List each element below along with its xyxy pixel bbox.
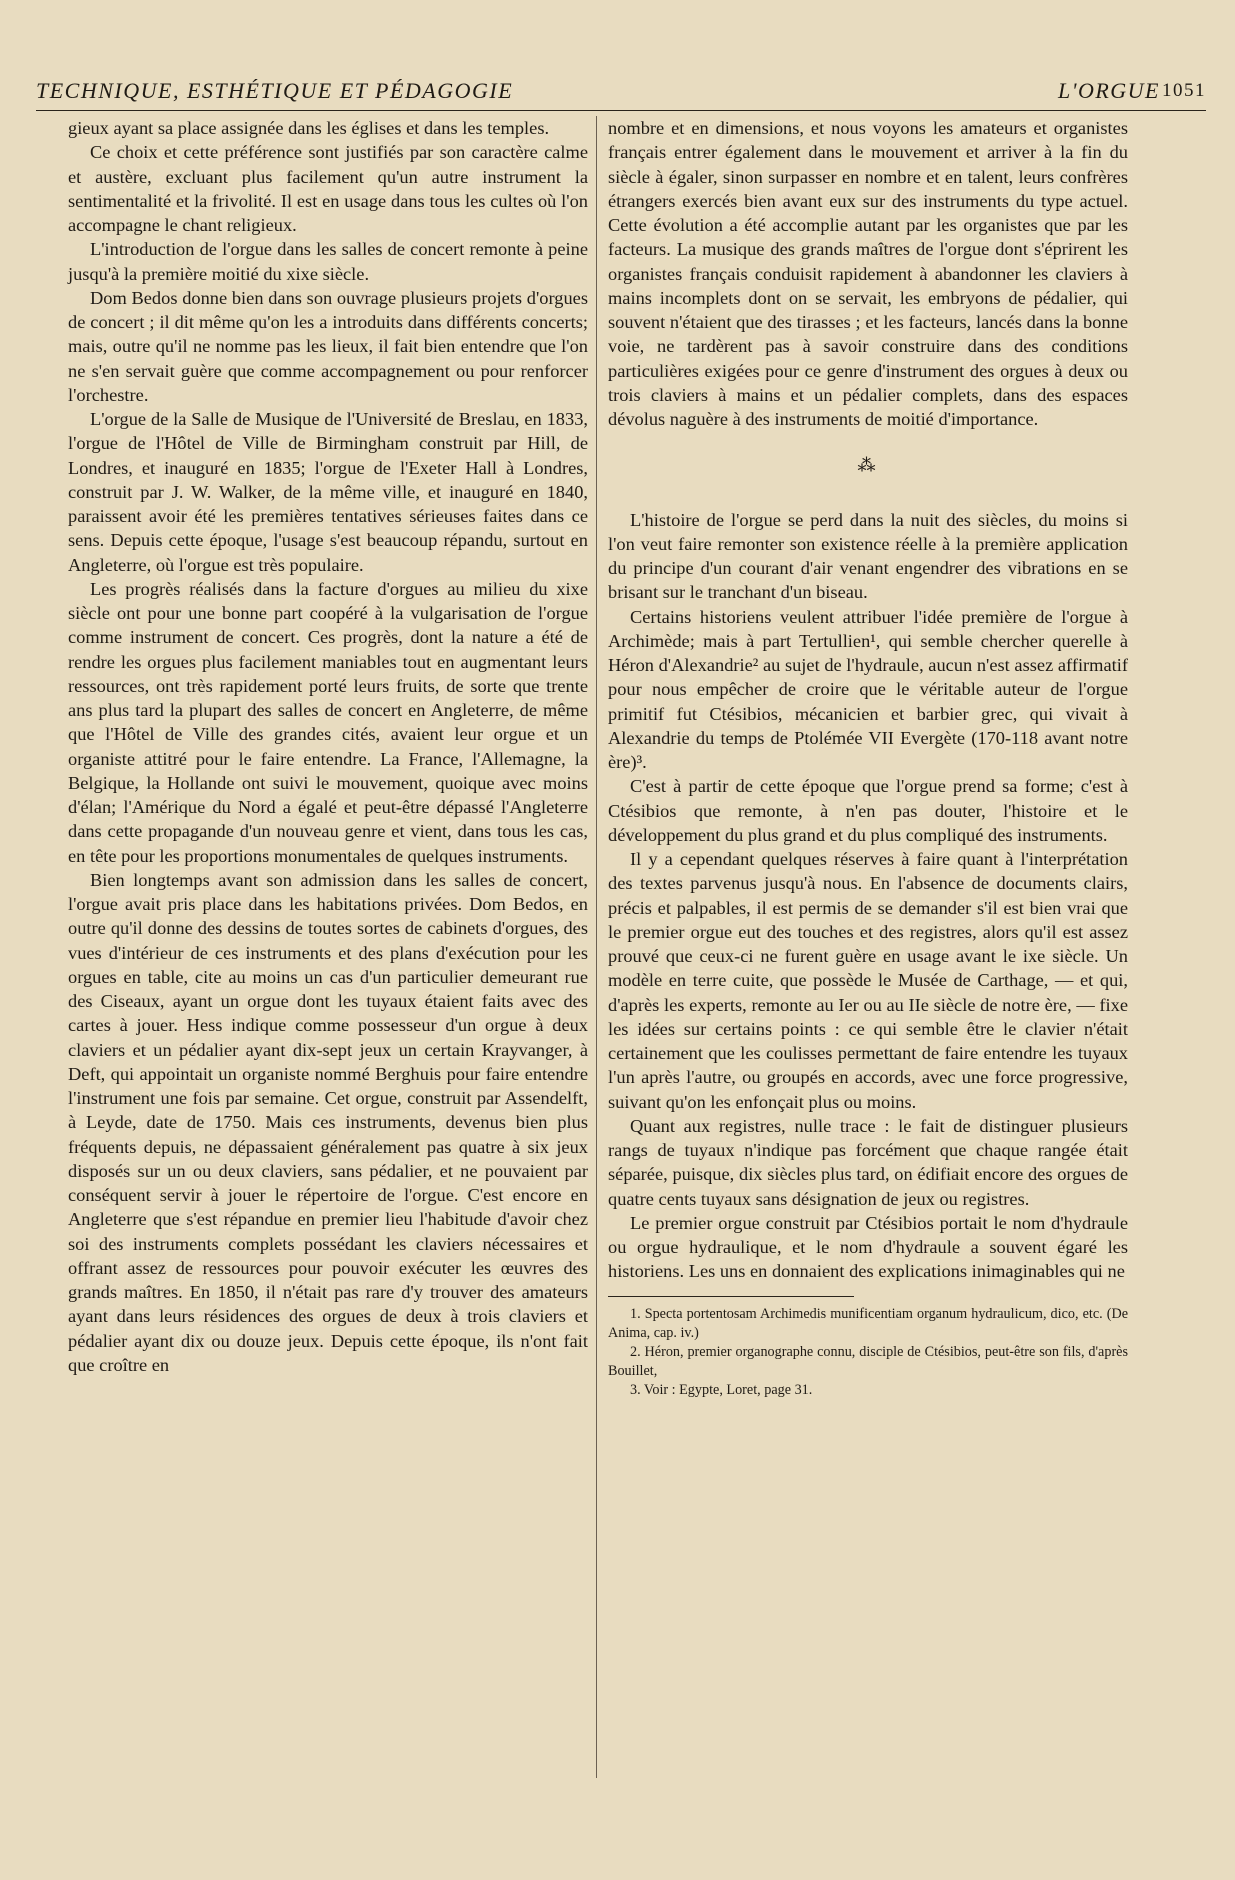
page-number: 1051 xyxy=(1162,80,1206,101)
paragraph: Bien longtemps avant son admission dans les salles de concert, l'orgue avait pris place dans les habitations privées. Dom Bedos, en outre qu'il donne des dessins de toutes sortes de cabinets d'orgues, des vues d'intérieur de ces instruments et des plans d'exécution pour les orgues en table, cite au moins un cas d'un particulier demeurant rue des Ciseaux, ayant un orgue dont les tuyaux étaient faits avec des cartes à jouer. Hess indique comme possesseur d'un orgue à deux claviers et un pédalier ayant dix-sept jeux un certain Krayvanger, à Deft, qui appointait un organiste nommé Berghuis pour faire entendre l'instrument une fois par semaine. Cet orgue, construit par Assendelft, à Leyde, date de 1750. Mais ces instruments, devenus bien plus fréquents depuis, ne dépassaient généralement pas quatre à six jeux disposés sur un ou deux claviers, sans pédalier, et ne pouvaient par conséquent servir à jouer le répertoire de l'orgue. C'est encore en Angleterre que s'est répandue en premier lieu l'habitude d'avoir chez soi des instruments complets possédant les claviers nécessaires et offrant assez de ressources pour pouvoir exécuter les œuvres des grands maîtres. En 1850, il n'était pas rare d'y trouver des amateurs ayant dans leurs résidences des orgues de deux à trois claviers et pédalier ayant dix ou douze jeux. Depuis cette époque, ils n'ont fait que croître en xyxy=(68,869,588,1375)
paragraph: Le premier orgue construit par Ctésibios portait le nom d'hydraule ou orgue hydraulique, et le nom d'hydraule a souvent égaré les historiens. Les uns en donnaient des explications inimaginables qui ne xyxy=(608,1212,1128,1282)
paragraph: nombre et en dimensions, et nous voyons les amateurs et organistes français entrer également dans le mouvement et arriver à la fin du siècle à égaler, sinon surpasser en nombre et en talent, leurs confrères étrangers exercés bien avant eux sur des instruments du type actuel. Cette évolution a été accomplie autant par les organistes que par les facteurs. La musique des grands maîtres de l'orgue dont s'éprirent les organistes français conduisit rapidement à abandonner les claviers à mains incomplets dont on se servait, les embryons de pédalier, qui souvent n'étaient que des tirasses ; et les facteurs, lancés dans la bonne voie, ne tardèrent pas à savoir construire dans des conditions particulières exigées pour ce genre d'instrument des orgues à deux ou trois claviers à mains et un pédalier complets, dans des espaces dévolus naguère à des instruments de moitié d'importance. xyxy=(608,118,1128,429)
paragraph: gieux ayant sa place assignée dans les églises et dans les temples. xyxy=(68,118,550,138)
section-separator: ⁂ xyxy=(857,455,879,476)
paragraph: L'introduction de l'orgue dans les salles de concert remonte à peine jusqu'à la première moitié du xixe siècle. xyxy=(68,239,588,284)
paragraph: Quant aux registres, nulle trace : le fait de distinguer plusieurs rangs de tuyaux n'indique pas forcément que chaque rangée était séparée, puisque, dix siècles plus tard, on édifiait encore des orgues de quatre cents tuyaux sans désignation de jeux ou registres. xyxy=(608,1115,1128,1209)
header-left-title: TECHNIQUE, ESTHÉTIQUE ET PÉDAGOGIE xyxy=(36,78,514,103)
paragraph: Ce choix et cette préférence sont justifiés par son caractère calme et austère, excluant plus facilement qu'un autre instrument la sentimentalité et la frivolité. Il est en usage dans tous les cultes où l'on accompagne le chant religieux. xyxy=(68,142,588,235)
paragraph: Dom Bedos donne bien dans son ouvrage plusieurs projets d'orgues de concert ; il dit même qu'on les a introduits dans différents concerts; mais, outre qu'il ne nomme pas les lieux, il fait bien entendre que l'on ne s'en servait guère que comme accompagnement ou pour renforcer l'orchestre. xyxy=(68,287,588,405)
paragraph: L'orgue de la Salle de Musique de l'Université de Breslau, en 1833, l'orgue de l'Hôtel de Ville de Birmingham construit par Hill, de Londres, et inauguré en 1835; l'orgue de l'Exeter Hall à Londres, construit par J. W. Walker, de la même ville, et inauguré en 1840, paraissent avoir été les premières tentatives sérieuses faites dans ce sens. Depuis cette époque, l'usage s'est beaucoup répandu, surtout en Angleterre, où l'orgue est très populaire. xyxy=(68,409,588,575)
footnote-rule xyxy=(608,1296,854,1297)
footnote: 2. Héron, premier organographe connu, disciple de Ctésibios, peut-être son fils, d'après Bouillet, xyxy=(608,1343,1128,1379)
paragraph: C'est à partir de cette époque que l'orgue prend sa forme; c'est à Ctésibios que remonte, à n'en pas douter, l'histoire et le développement du plus grand et du plus compliqué des instruments. xyxy=(608,776,1128,845)
footnote: 3. Voir : Egypte, Loret, page 31. xyxy=(630,1381,813,1398)
paragraph: Les progrès réalisés dans la facture d'orgues au milieu du xixe siècle ont pour une bonne part coopéré à la vulgarisation de l'orgue comme instrument de concert. Ces progrès, dont la nature a été de rendre les orgues plus facilement maniables tout en augmentant leurs ressources, ont très rapidement porté leurs fruits, de sorte que trente ans plus tard la plupart des salles de concert en Angleterre, de même que l'Hôtel de Ville des grandes cités, avaient leur orgue et un organiste attitré pour le faire entendre. La France, l'Allemagne, la Belgique, la Hollande ont suivi le mouvement, quoique avec moins d'élan; l'Amérique du Nord a égalé et peut-être dépassé l'Angleterre dans cette propagande d'un nouveau genre et vient, dans tous les cas, en tête pour les proportions monumentales de quelques instruments. xyxy=(68,578,588,866)
running-header xyxy=(36,78,1206,111)
column-divider xyxy=(596,116,597,1778)
header-right-title: L'ORGUE xyxy=(1058,78,1160,103)
right-column xyxy=(608,116,1128,1400)
paragraph: Il y a cependant quelques réserves à faire quant à l'interprétation des textes parvenus jusqu'à nous. En l'absence de documents clairs, précis et palpables, il est permis de se demander s'il est bien vrai que le premier orgue eut des touches et des registres, alors qu'il est assez prouvé que ceux-ci ne furent guère en usage avant le ixe siècle. Un modèle en terre cuite, que possède le Musée de Carthage, — et qui, d'après les experts, remonte au Ier ou au IIe siècle de notre ère, — fixe les idées sur certains points : ce qui semble être le clavier n'était certainement que les coulisses permettant de faire entendre les tuyaux l'un après l'autre, ou groupés en accords, avec une force progressive, suivant qu'on les enfonçait plus ou moins. xyxy=(608,849,1128,1112)
paragraph: L'histoire de l'orgue se perd dans la nuit des siècles, du moins si l'on veut faire remonter son existence réelle à la première application du principe d'un courant d'air venant engendrer des vibrations en se brisant sur le tranchant d'un biseau. xyxy=(608,509,1128,603)
footnote: 1. Specta portentosam Archimedis munificentiam organum hydraulicum, dico, etc. (De Anima, cap. iv.) xyxy=(608,1305,1128,1341)
paragraph: Certains historiens veulent attribuer l'idée première de l'orgue à Archimède; mais à part Tertullien¹, qui semble chercher querelle à Héron d'Alexandrie² au sujet de l'hydraule, aucun n'est assez affirmatif pour nous empêcher de croire que le véritable auteur de l'orgue primitif fut Ctésibios, mécanicien et barbier grec, qui vivait à Alexandrie du temps de Ptolémée VII Evergète (170-118 avant notre ère)³. xyxy=(608,606,1128,772)
left-column xyxy=(68,116,588,1377)
